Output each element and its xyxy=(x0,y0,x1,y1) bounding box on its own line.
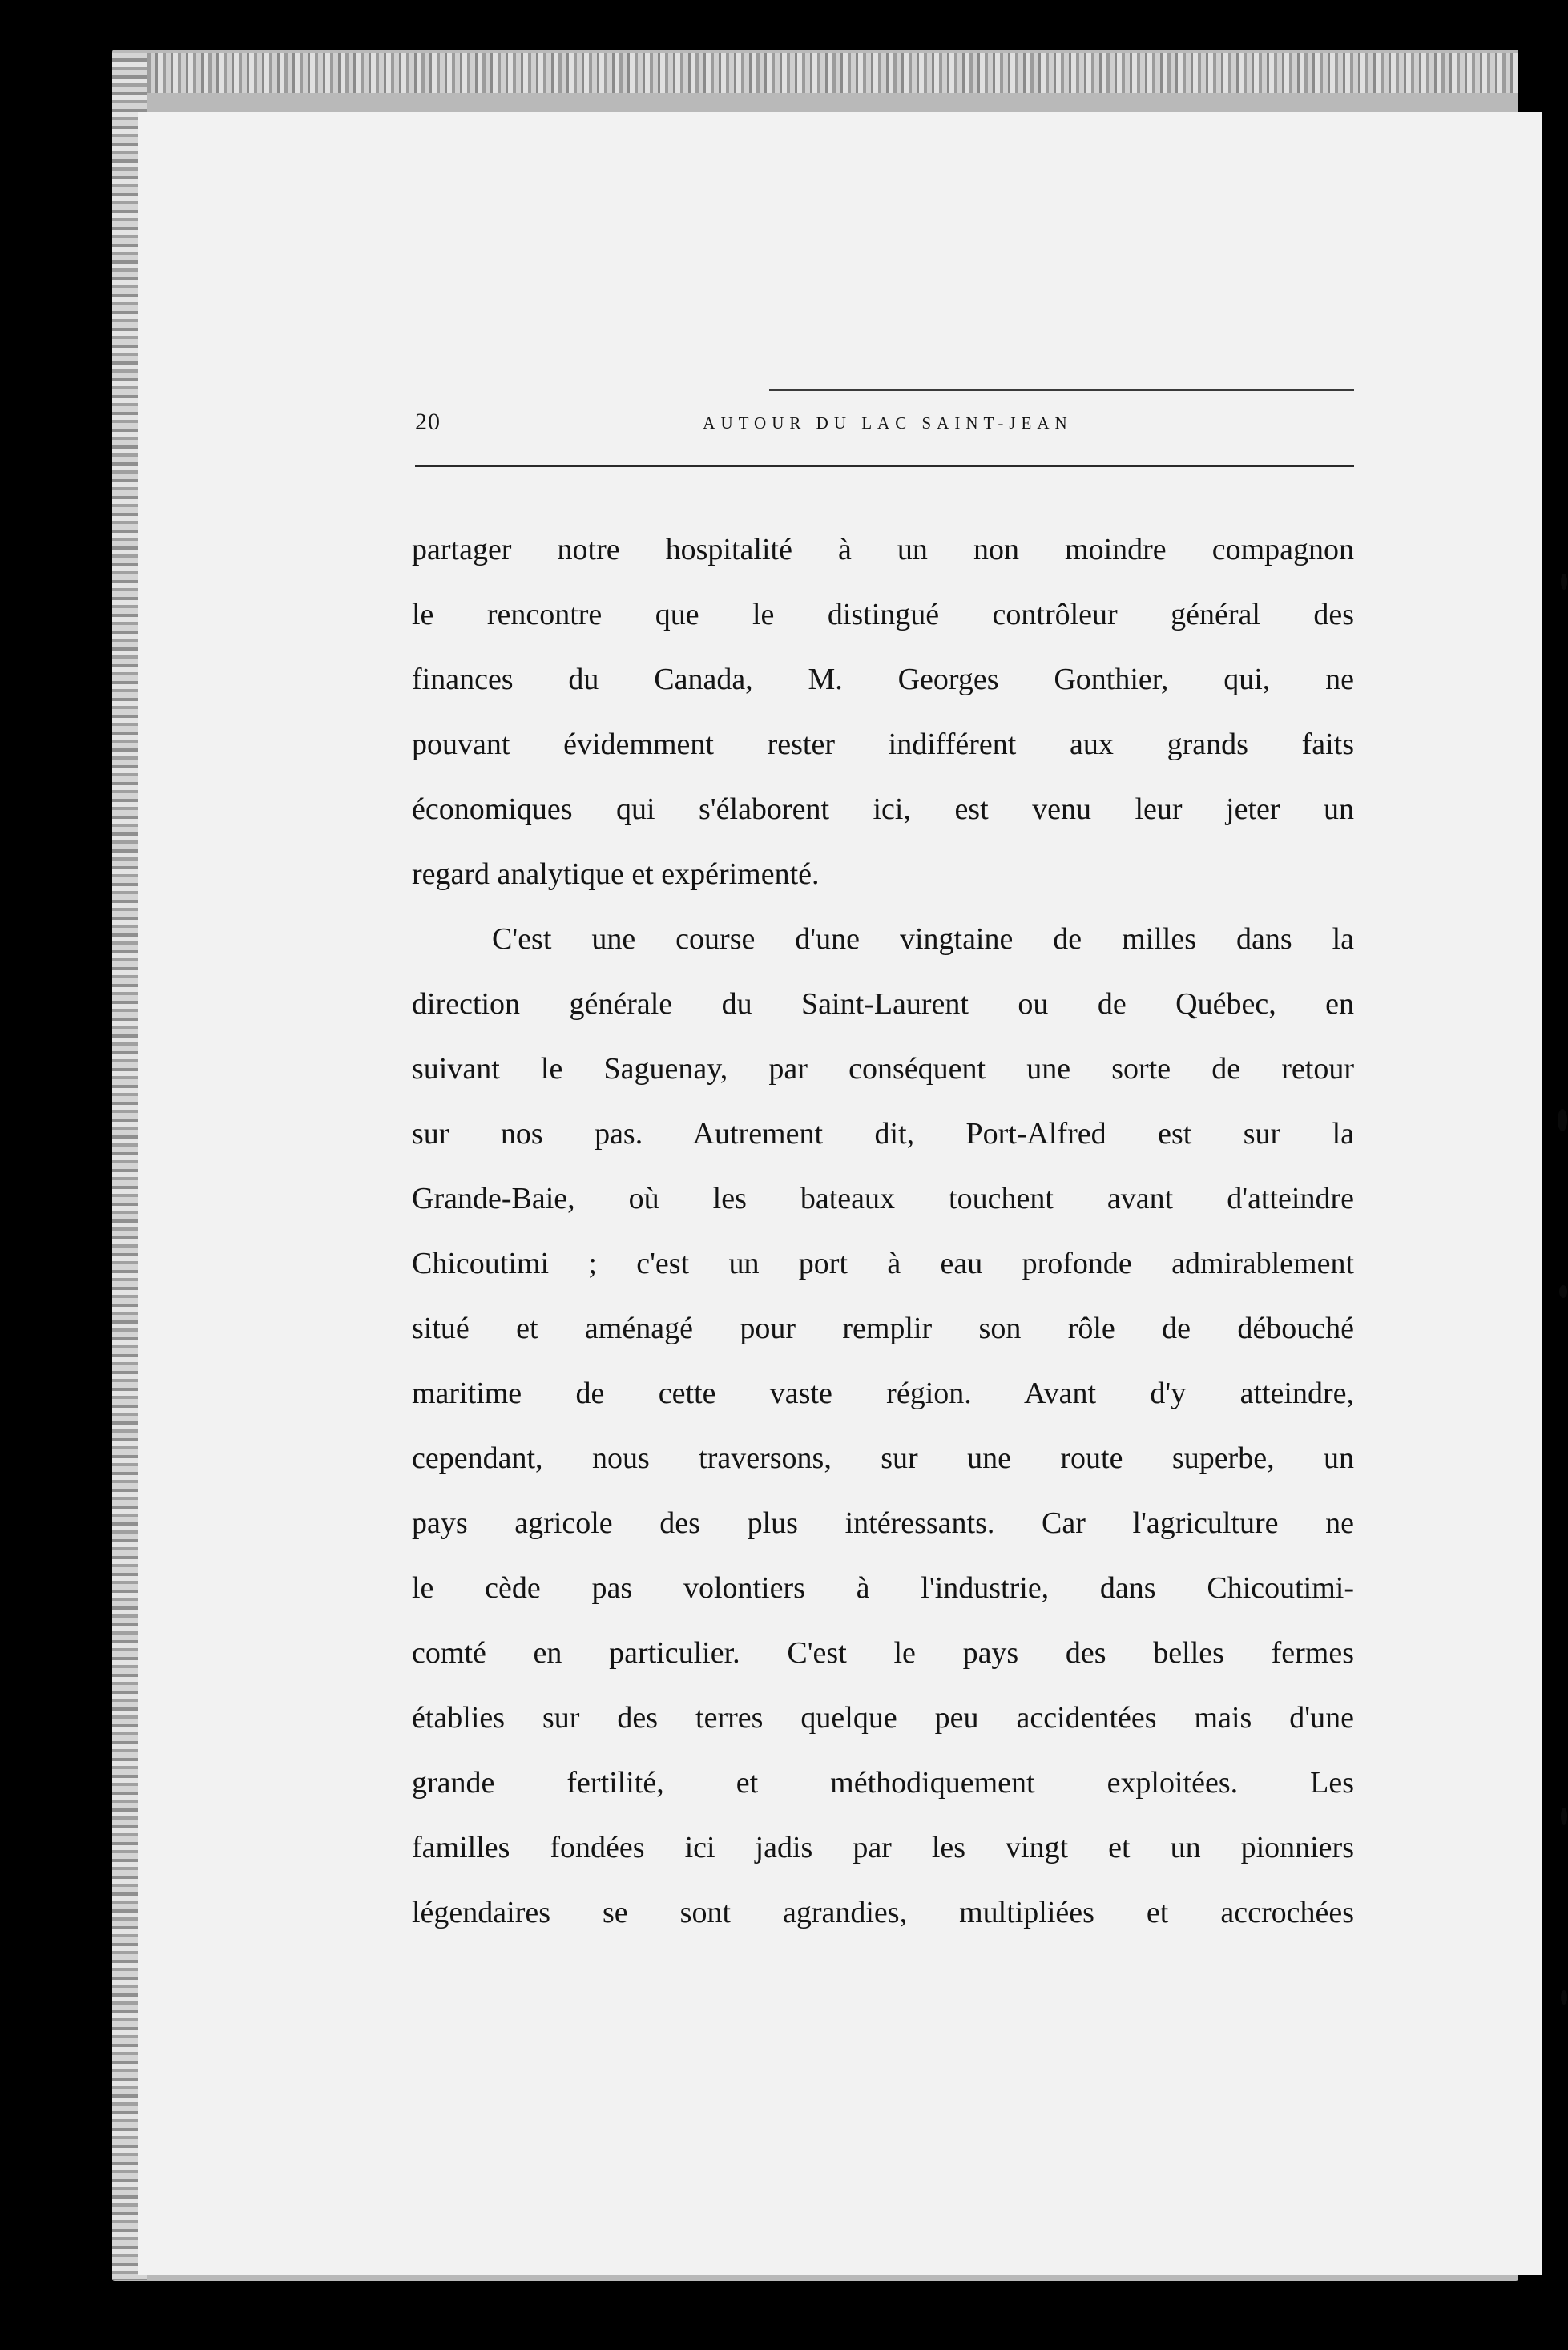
text-line: finances du Canada, M. Georges Gonthier, qui, ne xyxy=(412,663,1354,696)
edge-speck xyxy=(1561,574,1567,590)
paragraph xyxy=(412,518,1354,907)
edge-speck xyxy=(1561,1808,1567,1825)
running-head xyxy=(415,409,1354,437)
text-line: légendaires se sont agrandies, multipliées et accrochées xyxy=(412,1896,1354,1929)
text-line: direction générale du Saint-Laurent ou de Québec, en xyxy=(412,987,1354,1021)
text-line: cependant, nous traversons, sur une route superbe, un xyxy=(412,1441,1354,1475)
film-edge-top xyxy=(120,53,1518,93)
edge-speck xyxy=(1559,1285,1567,1298)
running-title: AUTOUR DU LAC SAINT-JEAN xyxy=(703,413,1073,433)
text-line: maritime de cette vaste région. Avant d'y atteindre, xyxy=(412,1377,1354,1410)
text-line: grande fertilité, et méthodiquement exploitées. Les xyxy=(412,1766,1354,1800)
text-line: suivant le Saguenay, par conséquent une sorte de retour xyxy=(412,1052,1354,1086)
text-line: C'est une course d'une vingtaine de milles dans la xyxy=(492,922,1354,956)
text-line: sur nos pas. Autrement dit, Port-Alfred est sur la xyxy=(412,1117,1354,1151)
text-line: situé et aménagé pour remplir son rôle de débouché xyxy=(412,1312,1354,1345)
text-line: comté en particulier. C'est le pays des belles fermes xyxy=(412,1636,1354,1670)
text-line: le rencontre que le distingué contrôleur général des xyxy=(412,598,1354,631)
page-number: 20 xyxy=(415,409,441,435)
header-rule-bottom xyxy=(415,465,1354,467)
text-line: le cède pas volontiers à l'industrie, dans Chicoutimi- xyxy=(412,1571,1354,1605)
edge-speck xyxy=(1561,1990,1567,2005)
text-line: partager notre hospitalité à un non moindre compagnon xyxy=(412,533,1354,566)
text-line: Chicoutimi ; c'est un port à eau profonde admirablement xyxy=(412,1247,1354,1280)
edge-speck xyxy=(1558,1109,1567,1131)
text-line: établies sur des terres quelque peu accidentées mais d'une xyxy=(412,1701,1354,1735)
text-line: familles fondées ici jadis par les vingt et un pionniers xyxy=(412,1831,1354,1864)
header-rule-top xyxy=(769,389,1354,391)
text-line: économiques qui s'élaborent ici, est venu leur jeter un xyxy=(412,792,1354,826)
text-line: Grande-Baie, où les bateaux touchent avant d'atteindre xyxy=(412,1182,1354,1215)
paragraph xyxy=(412,907,1354,1945)
body-text xyxy=(412,518,1354,1945)
text-line: pouvant évidemment rester indifférent aux grands faits xyxy=(412,728,1354,761)
text-line: pays agricole des plus intéressants. Car l'agriculture ne xyxy=(412,1506,1354,1540)
text-line: regard analytique et expérimenté. xyxy=(412,857,820,891)
